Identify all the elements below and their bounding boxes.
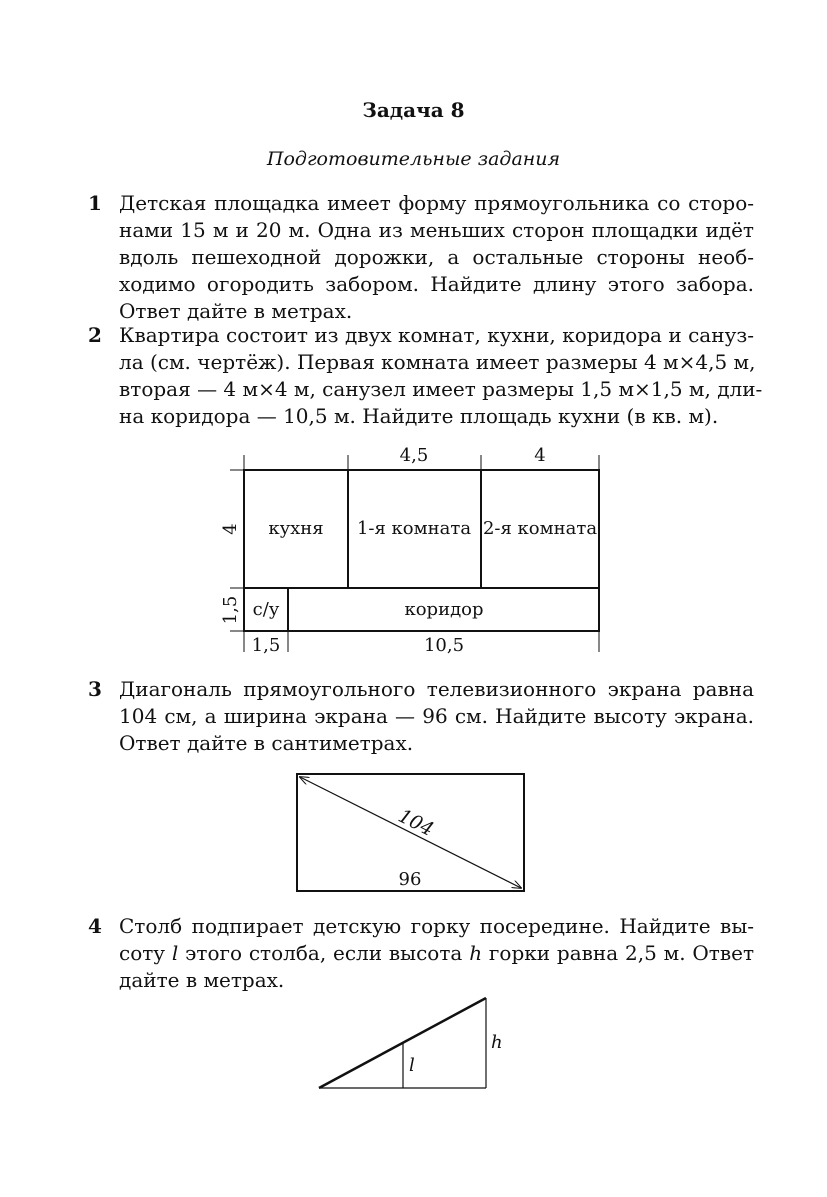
section-subtitle: Подготовительные задания <box>266 148 561 170</box>
room-kitchen: кухня <box>268 518 324 539</box>
left-dim-corridor: 1,5 <box>220 595 241 625</box>
problem-number: 2 <box>88 323 102 347</box>
text-line: Ответ дайте в метрах. <box>119 299 353 323</box>
variable-l: l <box>171 941 179 965</box>
text-line: вдоль пешеходной дорожки, а остальные стороны необ- <box>119 245 754 269</box>
room-corridor: коридор <box>404 599 484 620</box>
text-line: Столб подпирает детскую горку посередине. Найдите вы- <box>119 914 754 938</box>
text-line: 104 см, а ширина экрана — 96 см. Найдите высоту экрана. <box>119 704 754 728</box>
height-label: h <box>491 1032 503 1053</box>
text-line: Диагональ прямоугольного телевизионного экрана равна <box>119 677 754 701</box>
bottom-dim-corridor: 10,5 <box>423 635 465 656</box>
top-dim-room1: 4,5 <box>399 445 429 466</box>
text-line: Квартира состоит из двух комнат, кухни, коридора и сануз- <box>119 323 754 347</box>
text-line: вторая — 4 м×4 м, санузел имеет размеры 1,5 м×1,5 м, дли- <box>119 377 763 401</box>
page-title: Задача 8 <box>362 98 465 122</box>
text-line: на коридора — 10,5 м. Найдите площадь кухни (в кв. м). <box>119 404 719 428</box>
diagonal-label: 104 <box>394 804 438 841</box>
bottom-dim-bath: 1,5 <box>251 635 281 656</box>
problem-number: 3 <box>88 677 102 701</box>
text-fragment: этого столба, если высота <box>185 941 463 965</box>
top-dim-room2: 4 <box>534 445 546 466</box>
text-line: Детская площадка имеет форму прямоугольника со сторо- <box>119 191 754 215</box>
text-line: ла (см. чертёж). Первая комната имеет размеры 4 м×4,5 м, <box>119 350 756 374</box>
room-bathroom: с/у <box>252 599 280 620</box>
width-label: 96 <box>398 869 422 890</box>
text-line: дайте в метрах. <box>119 968 285 992</box>
pole-label: l <box>409 1055 415 1076</box>
text-fragment: горки равна 2,5 м. Ответ <box>488 941 755 965</box>
room-second: 2-я комната <box>482 518 598 539</box>
problem-number: 4 <box>88 914 102 938</box>
room-first: 1-я комната <box>356 518 472 539</box>
text-line: ходимо огородить забором. Найдите длину этого забора. <box>119 272 754 296</box>
text-line: Ответ дайте в сантиметрах. <box>119 731 414 755</box>
left-dim-rooms: 4 <box>220 523 241 535</box>
text-line: нами 15 м и 20 м. Одна из меньших сторон площадки идёт <box>119 218 754 242</box>
variable-h: h <box>469 941 483 965</box>
text-fragment: соту <box>119 941 166 965</box>
problem-number: 1 <box>88 191 102 215</box>
